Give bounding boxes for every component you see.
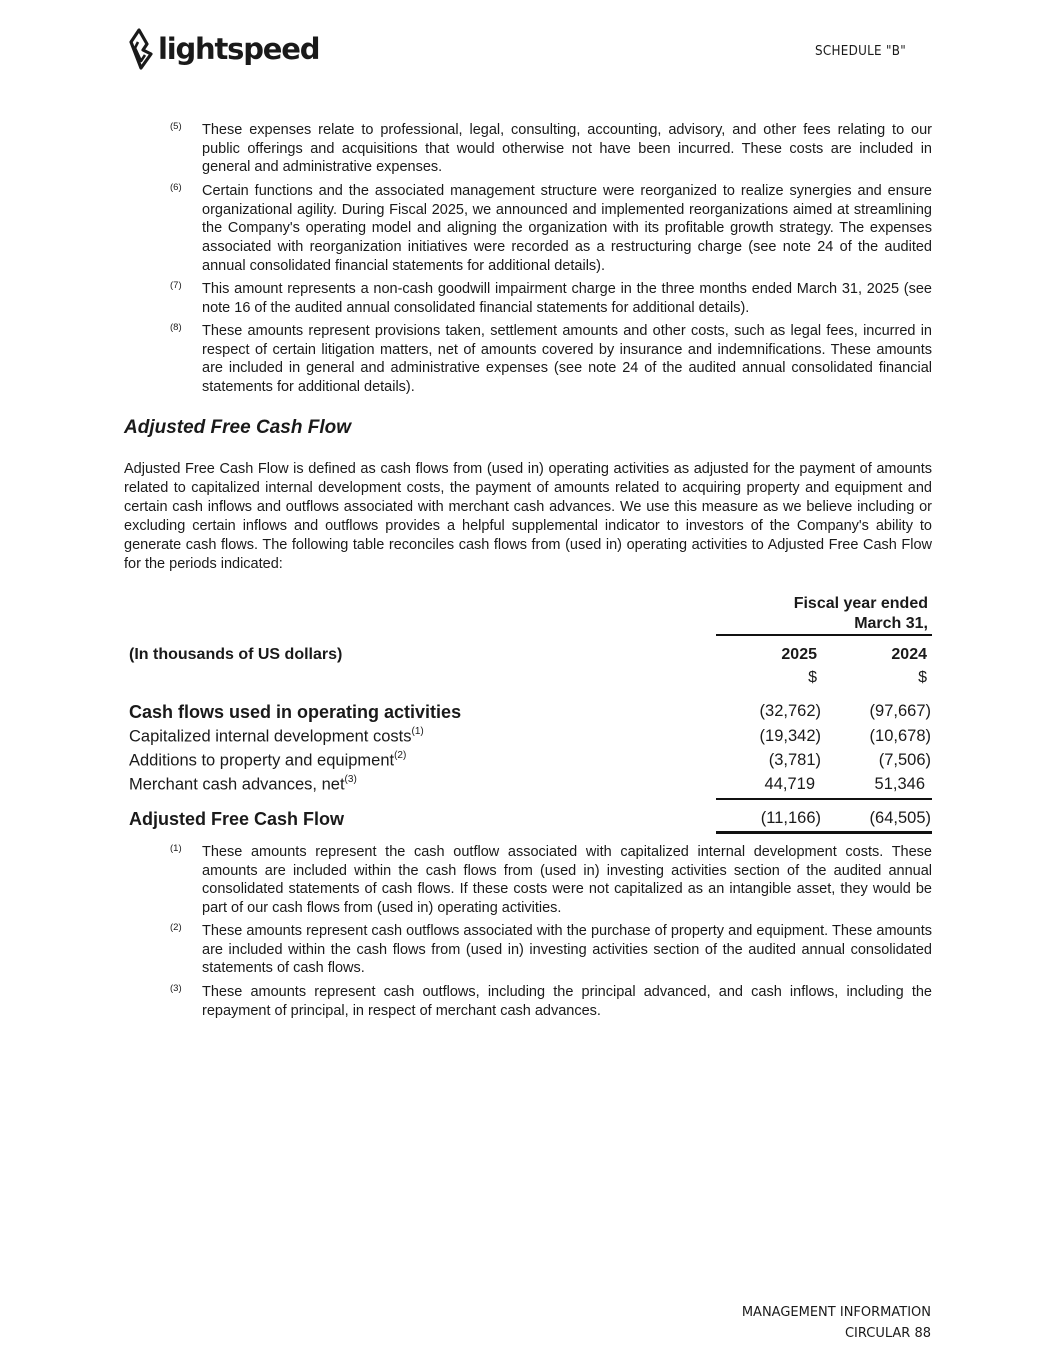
year-header-2024: 2024 (891, 646, 927, 663)
value-2025: (11,166) (760, 809, 821, 827)
footnote-6 (170, 182, 932, 276)
flame-logo-icon (128, 28, 154, 70)
currency-2025: $ (808, 669, 817, 686)
footnote-text: Certain functions and the associated management structure were reorganized to realize synergies and ensure organizational agility. During Fiscal 2025, we announced and implemented reorganizations aimed at streamlining the Company's operating model and aligning the organization with its profitable growth strategy. The expenses associated with reorganization initiatives were recorded as a restructuring charge (see note 24 of the audited annual consolidated financial statements for additional details). (202, 183, 932, 274)
currency-2024: $ (918, 669, 927, 686)
page-footer (700, 1302, 931, 1344)
table-row (129, 775, 932, 799)
value-2024: (64,505) (869, 809, 931, 827)
table-row (129, 727, 932, 751)
subtotal-rule (716, 798, 932, 800)
period-line-2: March 31, (854, 615, 928, 632)
footnote-text: These expenses relate to professional, legal, consulting, accounting, advisory, and other fees relating to our public offerings and acquisitions that would otherwise not have been incurred. These costs are included in general and administrative expenses. (202, 122, 932, 176)
row-label: Adjusted Free Cash Flow (129, 809, 345, 829)
value-2024: (7,506) (878, 751, 931, 769)
lightspeed-logo (128, 28, 319, 70)
table-row-total (129, 809, 932, 833)
footnote-mark: (8) (170, 322, 182, 333)
row-label: Additions to property and equipment$^{(2)}$ (129, 750, 407, 770)
total-rule (716, 831, 932, 834)
section-paragraph: Adjusted Free Cash Flow is defined as cash flows from (used in) operating activities as adjusted for the payment of amounts related to capitalized internal development costs, the payment of amounts related to acquiring property and equipment and certain cash inflows and outflows associated with merchant cash advances. We use this measure as we believe including or excluding certain inflows and outflows provides a helpful supplemental indicator to investors of the Company's ability to generate cash flows. The following table reconciles cash flows from (used in) operating activities to Adjusted Free Cash Flow for the periods indicated: (124, 461, 932, 572)
footnote-text: These amounts represent cash outflows, including the principal advanced, and cash inflows, including the repayment of principal, in respect of merchant cash advances. (202, 984, 932, 1019)
value-2024: (10,678) (869, 727, 931, 745)
footnote-ref: (2) (394, 750, 407, 761)
footnote-3 (170, 983, 932, 1020)
value-2025: (32,762) (759, 702, 821, 720)
row-label: Merchant cash advances, net$^{(3)}$ (129, 774, 357, 794)
footnote-mark: (1) (170, 843, 182, 854)
table-row (129, 702, 932, 726)
footnote-ref: (3) (344, 774, 357, 785)
value-2025: (3,781) (768, 751, 821, 769)
period-line-1: Fiscal year ended (793, 595, 928, 612)
footnote-8 (170, 322, 932, 397)
footnote-5 (170, 121, 932, 177)
row-label: Cash flows used in operating activities (129, 702, 462, 722)
value-2024: (97,667) (869, 702, 931, 720)
footnote-mark: (7) (170, 280, 182, 291)
footnote-2 (170, 922, 932, 978)
row-label: Capitalized internal development costs$^{(1)}$ (129, 726, 424, 746)
period-header (716, 594, 928, 634)
footer-line-2: CIRCULAR 88 (844, 1326, 931, 1341)
logo-wordmark: lightspeed (158, 32, 320, 66)
units-label: (In thousands of US dollars) (129, 646, 343, 663)
footnote-1 (170, 843, 932, 918)
page-header (0, 0, 1055, 100)
footnote-text: These amounts represent cash outflows associated with the purchase of property and equipment. These amounts are included within the cash flows from (used in) investing activities section of the audited annual consolidated statements of cash flows. (202, 923, 932, 977)
footnote-mark: (3) (170, 983, 182, 994)
section-title: Adjusted Free Cash Flow (124, 417, 351, 438)
header-rule (716, 634, 932, 636)
footnote-text: This amount represents a non-cash goodwill impairment charge in the three months ended March 31, 2025 (see note 16 of the audited annual consolidated financial statements for additional details). (202, 281, 932, 316)
footnote-mark: (6) (170, 182, 182, 193)
footer-line-1: MANAGEMENT INFORMATION (741, 1305, 931, 1320)
footnote-text: These amounts represent the cash outflow associated with capitalized internal development costs. These amounts are included within the cash flows from (used in) investing activities section of the audited annual consolidated statements of cash flows. If these costs were not capitalized as an intangible asset, they would be part of our cash flows from (used in) operating activities. (202, 844, 932, 917)
footnote-text: These amounts represent provisions taken, settlement amounts and other costs, such as legal fees, incurred in respect of certain litigation matters, net of amounts covered by insurance and indemnifications. These amounts are included in general and administrative expenses (see note 24 of the audited annual consolidated financial statements for additional details). (202, 323, 932, 396)
year-header-2025: 2025 (781, 646, 817, 663)
footnote-mark: (5) (170, 121, 182, 132)
schedule-label: SCHEDULE "B" (815, 44, 907, 59)
footnote-7 (170, 280, 932, 317)
value-2025: 44,719 (764, 775, 815, 793)
value-2024: 51,346 (874, 775, 925, 793)
footnote-mark: (2) (170, 922, 182, 933)
value-2025: (19,342) (759, 727, 821, 745)
footnote-ref: (1) (411, 726, 424, 737)
table-row (129, 751, 932, 775)
